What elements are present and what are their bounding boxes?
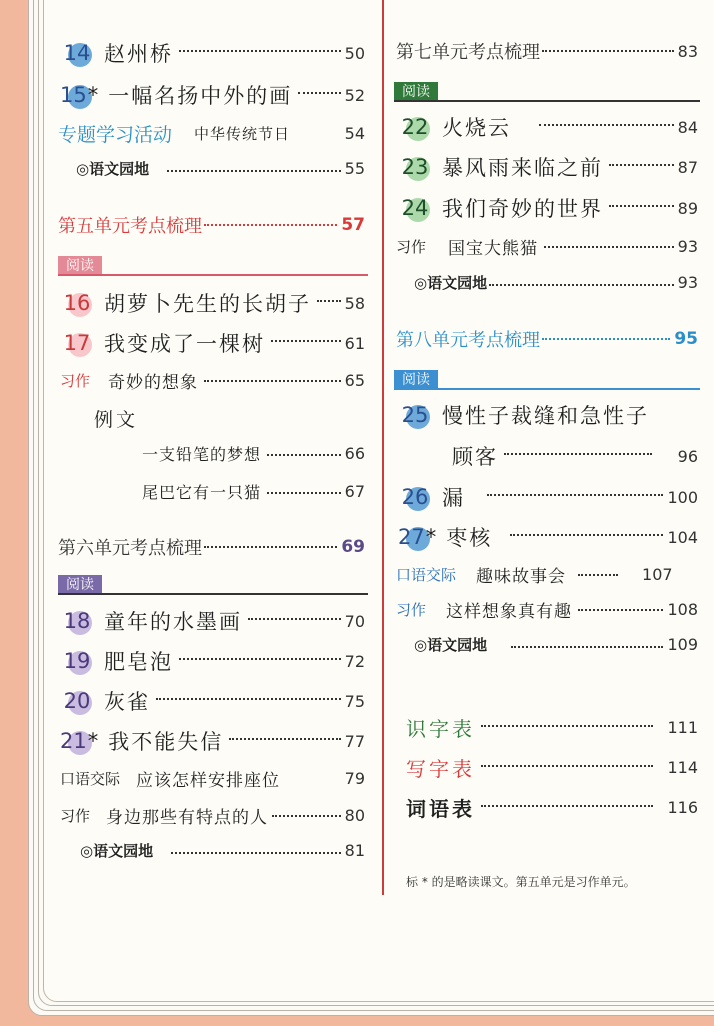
lesson-number: 15* [60,83,99,107]
lesson-number: 24 [401,196,429,220]
leader-dots [179,646,341,660]
page-number: 70 [344,611,365,631]
leader-dots [609,152,674,166]
xizuo-title: 这样想象真有趣 [446,602,573,622]
lesson-number: 26 [401,485,429,509]
lesson-number: 22 [401,115,429,139]
garden-label: ◎语文园地 [414,274,488,292]
lesson-title: 漏 [442,486,465,510]
leader-dots [609,193,674,207]
toc-entry-xizuo[interactable] [60,803,365,828]
oral-label: 口语交际 [60,770,121,788]
xizuo-title: 奇妙的想象 [108,373,199,393]
lesson-title: 我变成了一棵树 [104,332,265,356]
example-title: 一支铅笔的梦想 [142,445,262,464]
page-number: 104 [667,527,698,547]
toc-entry-oral[interactable] [60,766,365,791]
page-number: 57 [341,215,365,235]
leader-dots [271,328,341,342]
unit-label: 第五单元考点梳理 [58,216,202,237]
leader-dots [229,726,340,740]
leader-dots [539,112,674,126]
toc-entry-appendix[interactable] [406,753,698,782]
leader-dots [156,686,341,700]
appendix-label: 写字表 [406,757,475,781]
toc-entry[interactable] [398,152,698,182]
toc-entry-special[interactable] [58,120,365,147]
page-number: 67 [344,482,365,501]
page-number: 100 [667,487,698,507]
toc-entry[interactable] [60,726,365,756]
unit-label: 第八单元考点梳理 [396,330,540,351]
lesson-title: 火烧云 [442,116,511,140]
lesson-number: 19 [63,649,91,673]
toc-entry[interactable] [60,686,365,716]
toc-entry-continued[interactable] [452,441,698,471]
lesson-number: 14 [63,41,91,65]
leader-dots [167,158,341,172]
page-number: 61 [344,333,365,353]
lesson-title: 慢性子裁缝和急性子 [442,404,649,428]
lesson-title: 我不能失信 [108,730,224,754]
garden-label: ◎语文园地 [414,636,488,654]
reading-badge: 阅读 [394,82,438,102]
toc-entry[interactable] [398,193,698,223]
toc-entry[interactable] [398,522,698,552]
leader-dots [267,442,341,456]
leader-dots [298,80,340,94]
lesson-number: 21* [60,729,99,753]
oral-title: 趣味故事会 [476,567,567,587]
lesson-title-cont: 顾客 [452,445,498,469]
lesson-title: 枣核 [446,526,493,550]
toc-entry[interactable] [60,328,365,358]
leader-dots [542,326,670,340]
leader-dots [578,562,618,576]
page-number: 72 [344,651,365,671]
page-number: 77 [344,731,365,751]
lesson-number: 16 [63,291,91,315]
page-number: 50 [344,43,365,63]
leader-dots [489,272,674,286]
leader-dots [317,288,341,302]
page-number: 52 [344,85,365,105]
leader-dots [267,480,341,494]
toc-entry-example[interactable] [142,442,365,465]
toc-entry-garden[interactable] [414,634,698,655]
xizuo-title: 国宝大熊猫 [448,239,539,259]
toc-entry-garden[interactable] [80,840,365,861]
xizuo-label: 习作 [396,238,427,256]
column-divider [382,0,384,895]
lesson-number: 18 [63,609,91,633]
toc-entry-appendix[interactable] [406,793,698,822]
xizuo-label: 习作 [60,807,91,825]
page-number: 84 [677,117,698,137]
page-number: 114 [667,758,698,777]
unit-label: 第六单元考点梳理 [58,538,202,559]
lesson-title: 童年的水墨画 [104,610,242,634]
garden-label: ◎语文园地 [80,842,154,860]
page-number: 93 [677,237,698,256]
toc-entry[interactable] [398,112,698,142]
leader-dots [542,38,674,52]
page-number: 75 [344,691,365,711]
lesson-title: 灰雀 [104,690,150,714]
toc-entry[interactable] [60,606,365,636]
lesson-number: 23 [401,155,429,179]
toc-entry-oral[interactable] [396,562,698,587]
lesson-title: 赵州桥 [104,42,173,66]
page-number: 55 [344,159,365,178]
lesson-title: 一幅名扬中外的画 [108,84,293,108]
lesson-title: 我们奇妙的世界 [442,197,603,221]
leader-dots [504,441,652,455]
special-activity-label: 专题学习活动 [58,124,173,146]
garden-label: ◎语文园地 [76,160,150,178]
leader-dots [481,713,653,727]
special-activity-title: 中华传统节日 [194,125,291,143]
unit-heading-8[interactable] [396,326,698,352]
lesson-title: 暴风雨来临之前 [442,156,603,180]
page-number: 108 [667,600,698,619]
footnote: 标 * 的是略读课文。第五单元是习作单元。 [406,875,636,889]
example-title: 尾巴它有一只猫 [142,483,262,502]
oral-label: 口语交际 [396,566,457,584]
leader-dots [204,534,337,548]
oral-title: 应该怎样安排座位 [136,771,281,791]
page-number: 79 [344,769,365,788]
unit-heading-6[interactable] [58,534,365,560]
page-number: 107 [642,565,673,584]
lesson-number: 17 [63,331,91,355]
leader-dots [487,482,663,496]
page-number: 80 [344,806,365,825]
page-number: 95 [674,329,698,349]
reading-badge: 阅读 [394,370,438,390]
toc-entry[interactable] [398,482,698,512]
leader-dots [578,597,663,611]
page-number: 111 [667,718,698,737]
reading-badge: 阅读 [58,256,102,276]
toc-entry[interactable] [60,646,365,676]
toc-entry[interactable] [398,400,698,430]
leader-dots [510,522,663,536]
page-number: 54 [344,124,365,143]
section-rule [58,593,368,595]
page-number: 58 [344,293,365,313]
appendix-label: 词语表 [406,797,475,821]
unit-label: 第七单元考点梳理 [396,42,540,63]
section-rule [394,388,700,390]
leader-dots [272,803,341,817]
xizuo-label: 习作 [60,372,91,390]
lesson-number: 27* [398,525,437,549]
unit-heading-5[interactable] [58,212,365,238]
reading-badge: 阅读 [58,575,102,595]
leader-dots [248,606,341,620]
lesson-title: 肥皂泡 [104,650,173,674]
page-number: 93 [677,273,698,292]
toc-entry-example[interactable] [142,480,365,503]
lesson-title: 胡萝卜先生的长胡子 [104,292,311,316]
leader-dots [511,634,663,648]
page-number: 116 [667,798,698,817]
xizuo-title: 身边那些有特点的人 [106,808,269,828]
page-number: 89 [677,198,698,218]
xizuo-label: 习作 [396,601,427,619]
toc-entry-xizuo[interactable] [396,597,698,622]
toc-entry-garden[interactable] [76,158,365,179]
page-number: 109 [667,635,698,654]
leader-dots [171,840,341,854]
page-number: 83 [677,41,698,61]
toc-entry[interactable] [60,38,365,68]
section-rule [58,274,368,276]
leader-dots [204,212,337,226]
toc-entry[interactable] [60,80,365,110]
section-rule [394,100,700,102]
toc-entry[interactable] [60,288,365,318]
leader-dots [481,753,653,767]
toc-entry-garden[interactable] [414,272,698,293]
leader-dots [544,234,674,248]
leader-dots [481,793,653,807]
appendix-label: 识字表 [406,717,475,741]
toc-entry-xizuo[interactable] [396,234,698,259]
page-number: 66 [344,444,365,463]
page-number: 87 [677,157,698,177]
leader-dots [179,38,341,52]
page-number: 96 [677,446,698,466]
lesson-number: 20 [63,689,91,713]
leader-dots [204,368,341,382]
page-number: 69 [341,537,365,557]
toc-entry-xizuo[interactable] [60,368,365,393]
lesson-number: 25 [401,403,429,427]
page-number: 65 [344,371,365,390]
page-number: 81 [344,841,365,860]
unit-heading-7[interactable] [396,38,698,64]
toc-entry-appendix[interactable] [406,713,698,742]
example-heading: 例文 [94,409,139,431]
